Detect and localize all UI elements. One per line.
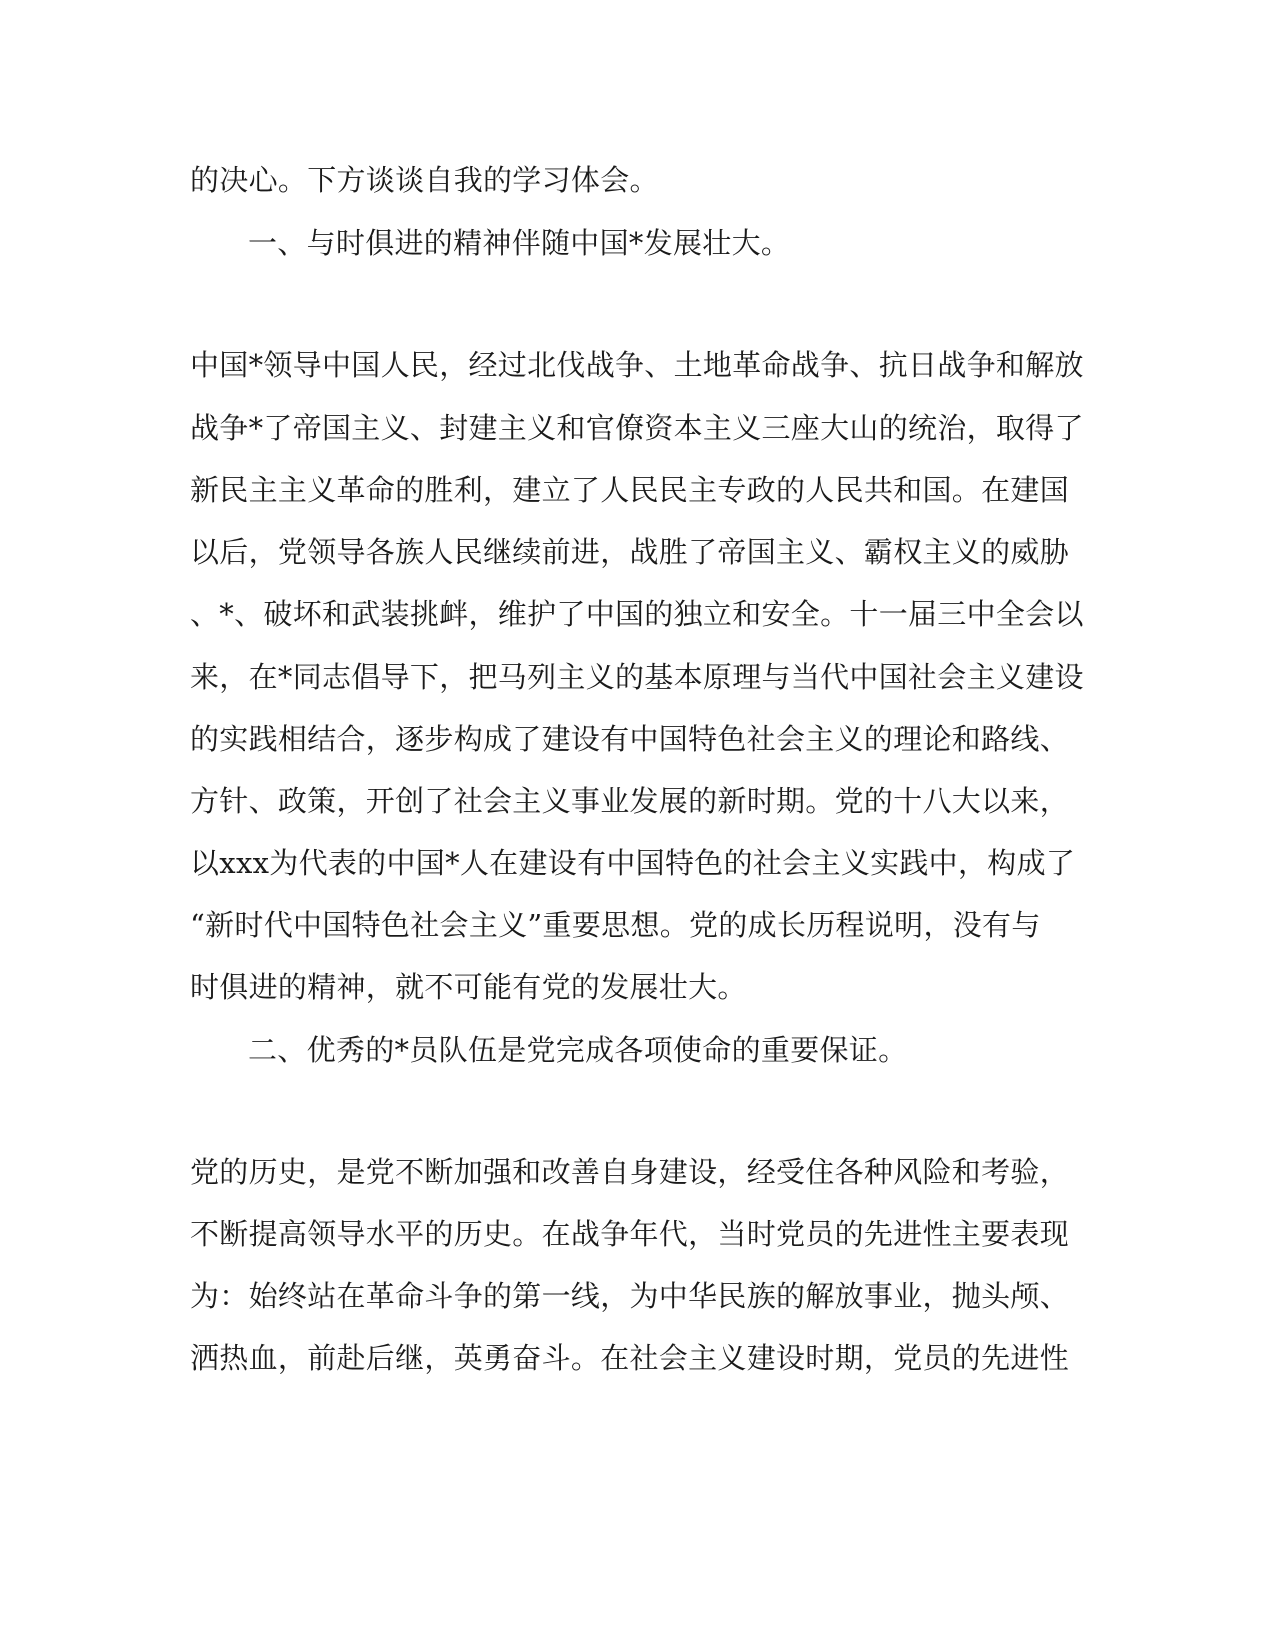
text-line: 党的历史，是党不断加强和改善自身建设，经受住各种风险和考验， <box>190 1155 1070 1189</box>
section-heading-1: 一、与时俱进的精神伴随中国*发展壮大。 <box>248 226 791 260</box>
text-line: 的决心。下方谈谈自我的学习体会。 <box>190 163 659 197</box>
text-line: 中国*领导中国人民，经过北伐战争、土地革命战争、抗日战争和解放 <box>190 348 1084 382</box>
text-line: 战争*了帝国主义、封建主义和官僚资本主义三座大山的统治，取得了 <box>190 411 1084 445</box>
text-line: 不断提高领导水平的历史。在战争年代，当时党员的先进性主要表现 <box>190 1217 1070 1251</box>
text-line: 洒热血，前赴后继，英勇奋斗。在社会主义建设时期，党员的先进性 <box>190 1341 1070 1375</box>
text-line: 的实践相结合，逐步构成了建设有中国特色社会主义的理论和路线、 <box>190 722 1070 756</box>
text-line: 时俱进的精神，就不可能有党的发展壮大。 <box>190 970 747 1004</box>
text-line: 、*、破坏和武装挑衅，维护了中国的独立和安全。十一届三中全会以 <box>190 597 1084 631</box>
text-line: 以后，党领导各族人民继续前进，战胜了帝国主义、霸权主义的威胁 <box>190 535 1070 569</box>
text-line: 以xxx为代表的中国*人在建设有中国特色的社会主义实践中，构成了 <box>190 846 1076 880</box>
section-heading-2: 二、优秀的*员队伍是党完成各项使命的重要保证。 <box>248 1033 908 1067</box>
text-line: 为：始终站在革命斗争的第一线，为中华民族的解放事业，抛头颅、 <box>190 1279 1070 1313</box>
text-line: 来，在*同志倡导下，把马列主义的基本原理与当代中国社会主义建设 <box>190 660 1084 694</box>
text-line: 新民主主义革命的胜利，建立了人民民主专政的人民共和国。在建国 <box>190 473 1070 507</box>
text-line: 方针、政策，开创了社会主义事业发展的新时期。党的十八大以来， <box>190 784 1070 818</box>
text-line: “新时代中国特色社会主义”重要思想。党的成长历程说明，没有与 <box>190 908 1041 942</box>
